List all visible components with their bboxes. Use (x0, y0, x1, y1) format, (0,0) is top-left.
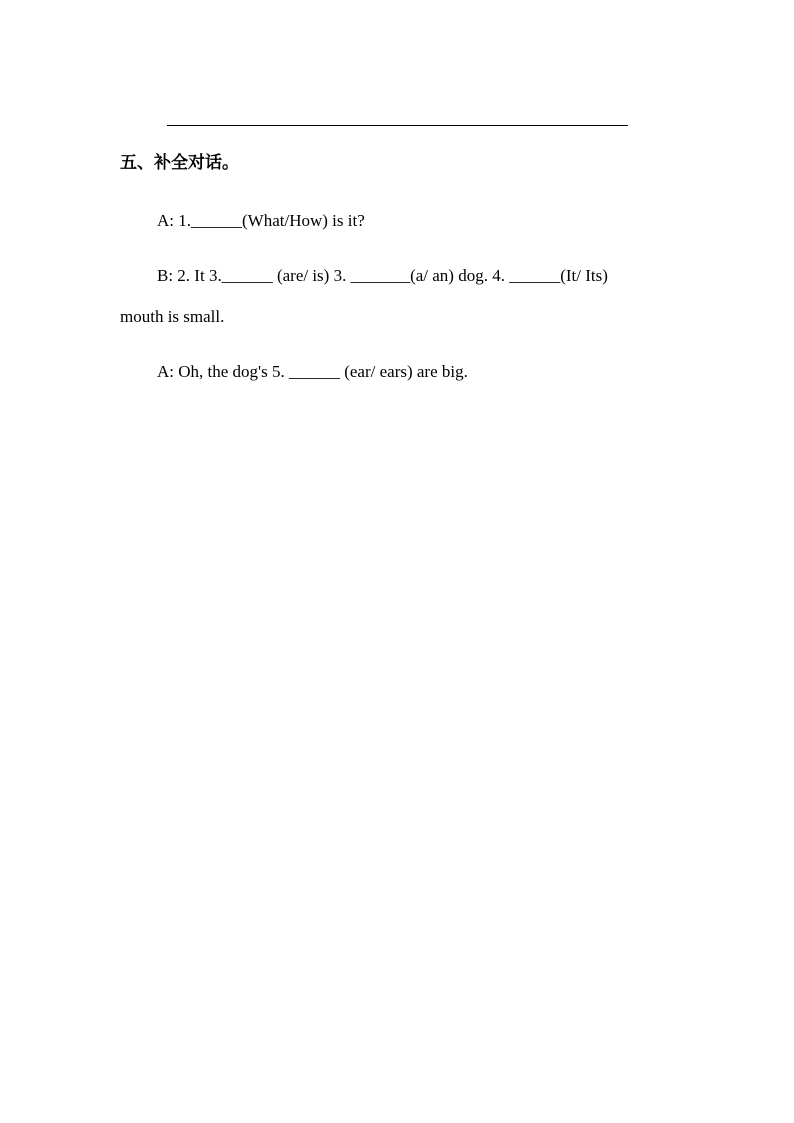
top-divider-line (167, 125, 628, 126)
section-title: 五、补全对话。 (120, 153, 239, 173)
dialogue-line-a-1: A: 1.______(What/How) is it? (157, 211, 365, 230)
dialogue-line-b-continuation: mouth is small. (120, 307, 225, 326)
dialogue-line-b-2: B: 2. It 3.______ (are/ is) 3. _______(a/ an) dog. 4. ______(It/ Its) (157, 266, 608, 285)
dialogue-line-a-5: A: Oh, the dog's 5. ______ (ear/ ears) are big. (157, 362, 468, 381)
